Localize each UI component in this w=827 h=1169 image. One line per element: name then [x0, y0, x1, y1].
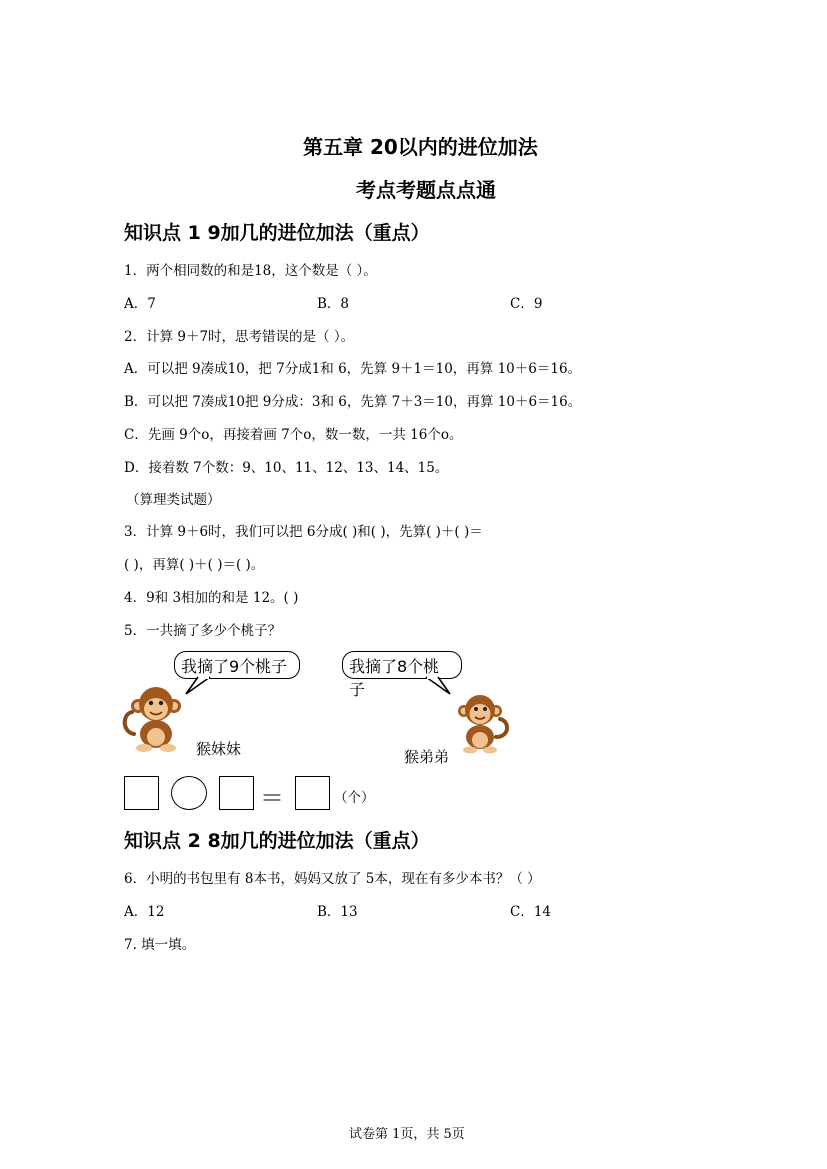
question-2-option-a: A．可以把 9凑成10，把 7分成1和 6，先算 9＋1＝10，再算 10＋6＝16。	[124, 361, 582, 377]
monkey-right-icon	[452, 693, 510, 755]
question-7-stem: 7. 填一填。	[124, 937, 196, 953]
question-6-option-c: C．14	[510, 904, 552, 920]
question-5-stem: 5．一共摘了多少个桃子？	[124, 623, 282, 639]
question-2-option-b: B．可以把 7凑成10把 9分成：3和 6，先算 7＋3＝10，再算 10＋6＝16。	[124, 394, 582, 410]
question-1-option-b: B．8	[317, 296, 350, 312]
category-note: （算理类试题）	[126, 492, 221, 508]
question-6-stem: 6．小明的书包里有 8本书，妈妈又放了 5本，现在有多少本书？（ ）	[124, 871, 541, 887]
question-6-option-a: A．12	[124, 904, 165, 920]
monkey-left-icon	[122, 684, 186, 754]
question-2-stem: 2．计算 9＋7时，思考错误的是（ ）。	[124, 329, 355, 345]
section-heading-2: 知识点 2 8加几的进位加法（重点）	[124, 830, 430, 852]
equals-sign: ＝	[260, 784, 284, 812]
speech-bubble-left-text: 我摘了9个桃子	[174, 651, 300, 679]
question-2-option-c: C．先画 9个o，再接着画 7个o，数一数，一共 16个o。	[124, 427, 463, 443]
question-2-option-d: D．接着数 7个数：9、10、11、12、13、14、15。	[124, 460, 449, 476]
answer-box-2[interactable]	[219, 776, 254, 810]
question-4-stem: 4．9和 3相加的和是 12。( )	[124, 590, 299, 606]
monkey-right-label: 猴弟弟	[404, 748, 450, 766]
question-1-option-a: A．7	[124, 296, 156, 312]
speech-bubble-right-text: 我摘了8个桃子	[342, 651, 462, 679]
answer-box-result[interactable]	[295, 776, 330, 810]
operator-circle[interactable]	[171, 776, 207, 810]
question-3-line-2: ( )，再算( )＋( )＝( )。	[124, 557, 265, 573]
question-3-line-1: 3．计算 9＋6时，我们可以把 6分成( )和( )，先算( )＋( )＝	[124, 524, 483, 540]
document-subtitle: 考点考题点点通	[356, 178, 496, 202]
monkey-left-label: 猴妹妹	[196, 740, 242, 758]
answer-box-1[interactable]	[124, 776, 159, 810]
question-1-option-c: C．9	[510, 296, 543, 312]
page-footer: 试卷第 1页，共 5页	[349, 1127, 465, 1142]
question-1-stem: 1．两个相同数的和是18，这个数是（ ）。	[124, 263, 377, 279]
section-heading-1: 知识点 1 9加几的进位加法（重点）	[124, 222, 430, 244]
unit-label: （个）	[334, 790, 375, 806]
question-6-option-b: B．13	[317, 904, 358, 920]
document-title: 第五章 20以内的进位加法	[303, 135, 538, 159]
